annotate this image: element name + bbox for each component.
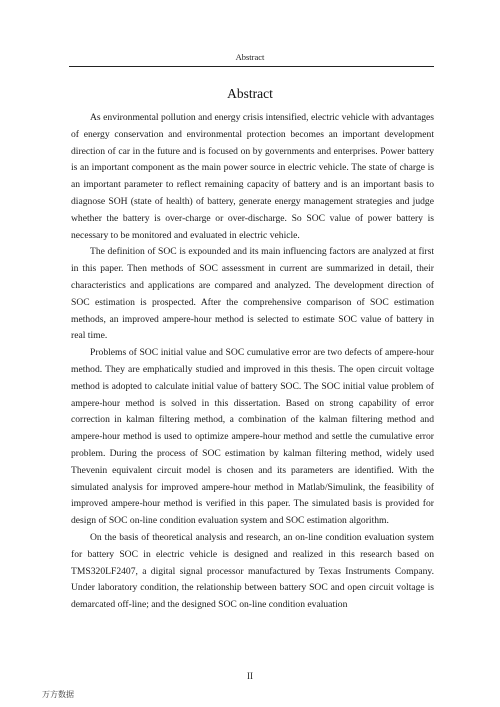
paragraph-2: The definition of SOC is expounded and its main influencing factors are analyzed at first in this paper. Then methods of SOC assessment in current are summarized in detail, their characteristics and applications are compared and analyzed. The development direction of SOC estimation is prospected. After the comprehensive comparison of SOC estimation methods, an improved ampere-hour method is selected to estimate SOC value of battery in real time. xyxy=(71,246,434,342)
header-rule xyxy=(69,66,434,67)
paragraph-4: On the basis of theoretical analysis and research, an on-line condition evaluation system for battery SOC in electric vehicle is designed and realized in this research based on TMS320LF2407, a digital signal processor manufactured by Texas Instruments Company. Under laboratory condition, the relationship between battery SOC and open circuit voltage is demarcated off-line; and the designed SOC on-line condition evaluation xyxy=(71,531,434,611)
watermark-label: 万方数据 xyxy=(42,690,74,699)
page-number: II xyxy=(247,671,253,681)
abstract-body xyxy=(71,110,434,614)
running-header: Abstract xyxy=(235,52,265,62)
paragraph-1: As environmental pollution and energy crisis intensified, electric vehicle with advantages of energy conservation and environmental protection becomes an important development direction of car in the future and is focused on by governments and enterprises. Power battery is an important component as the main power source in electric vehicle. The state of charge is an important parameter to reflect remaining capacity of battery and is an important basis to diagnose SOH (state of health) of battery, generate energy management strategies and judge whether the battery is over-charge or over-discharge. So SOC value of power battery is necessary to be monitored and evaluated in electric vehicle. xyxy=(71,112,434,241)
page-title: Abstract xyxy=(227,86,273,101)
paragraph-3: Problems of SOC initial value and SOC cumulative error are two defects of ampere-hour method. They are emphatically studied and improved in this thesis. The open circuit voltage method is adopted to calculate initial value of battery SOC. The SOC initial value problem of ampere-hour method is solved in this dissertation. Based on strong capability of error correction in kalman filtering method, a combination of the kalman filtering method and ampere-hour method is used to optimize ampere-hour method and settle the cumulative error problem. During the process of SOC estimation by kalman filtering method, widely used Thevenin equivalent circuit model is chosen and its parameters are identified. With the simulated analysis for improved ampere-hour method in Matlab/Simulink, the feasibility of improved ampere-hour method is verified in this paper. The simulated basis is provided for design of SOC on-line condition evaluation system and SOC estimation algorithm. xyxy=(71,347,434,527)
